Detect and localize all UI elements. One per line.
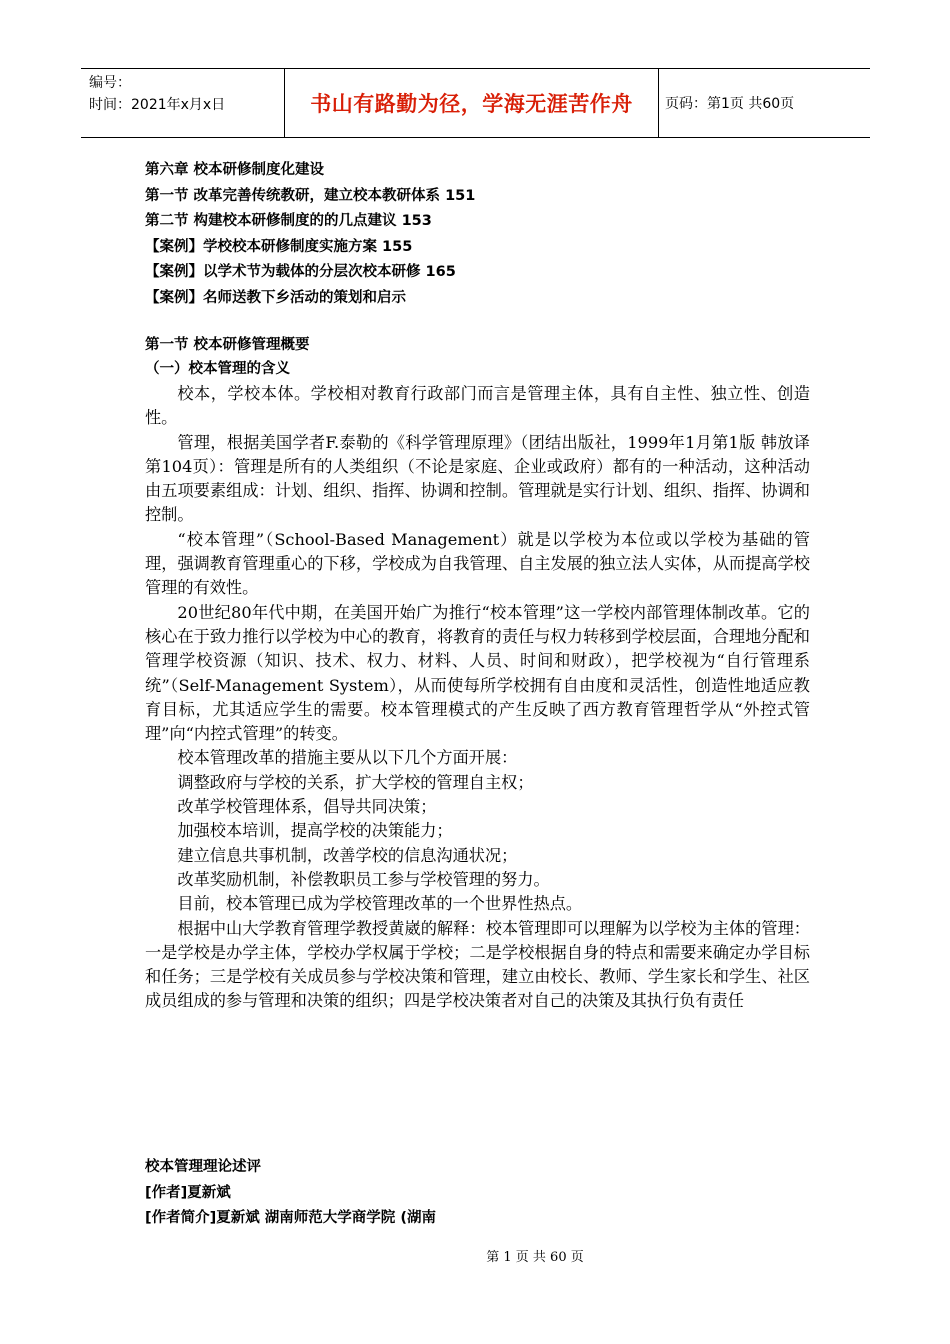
paragraph: 调整政府与学校的关系，扩大学校的管理自主权； xyxy=(177,772,534,792)
paragraph: 校本，学校本体。学校相对教育行政部门而言是管理主体，具有自主性、独立性、创造性。 xyxy=(145,384,810,428)
paragraph: 20世纪80年代中期，在美国开始广为推行“校本管理”这一学校内部管理体制改革。它的核心在于致力推行以学校为中心的教育，将教育的责任与权力转移到学校层面，合理地分配和管理学校资源（知识、技术、权力、材料、人员、时间和财政），把学校视为“自行管理系统”（Self-Management System），从而使每所学校拥有自由度和灵活性，创造性地适应教育目标，尤其适应学生的需要。校本管理模式的产生反映了西方教育管理哲学从“外控式管理”向“内控式管理”的转变。 xyxy=(145,602,810,744)
article-author: [作者]夏新斌 xyxy=(145,1184,231,1201)
paragraph: 目前，校本管理已成为学校管理改革的一个世界性热点。 xyxy=(177,894,583,914)
toc-line: 第一节 改革完善传统教研，建立校本教研体系 151 xyxy=(145,187,476,204)
header-motto: 书山有路勤为径，学海无涯苦作舟 xyxy=(310,92,633,116)
article-author-bio: [作者简介]夏新斌 湖南师范大学商学院 (湖南 xyxy=(145,1210,436,1226)
toc-line: 【案例】名师送教下乡活动的策划和启示 xyxy=(145,289,406,306)
toc-line: 【案例】学校校本研修制度实施方案 155 xyxy=(145,238,413,255)
header-meta xyxy=(89,72,284,116)
subsection-title: （一）校本管理的含义 xyxy=(145,361,290,377)
section-title: 第一节 校本研修管理概要 xyxy=(145,337,310,353)
time-label: 时间：2021年x月x日 xyxy=(89,97,226,113)
article-title: 校本管理理论述评 xyxy=(145,1159,261,1175)
toc-line: 【案例】以学术节为载体的分层次校本研修 165 xyxy=(145,264,456,280)
paragraph: 加强校本培训，提高学校的决策能力； xyxy=(177,821,453,841)
number-label: 编号： xyxy=(89,75,131,91)
page-header xyxy=(81,68,870,138)
paragraph: 建立信息共事机制，改善学校的信息沟通状况； xyxy=(177,845,518,865)
page-footer: 第 1 页 共 60 页 xyxy=(486,1250,584,1265)
paragraph: 改革奖励机制，补偿教职员工参与学校管理的努力。 xyxy=(177,869,550,889)
header-page-info: 页码：第1页 共60页 xyxy=(665,96,795,112)
paragraph: 校本管理改革的措施主要从以下几个方面开展： xyxy=(177,748,518,768)
header-divider xyxy=(658,69,659,137)
table-of-contents xyxy=(145,158,825,311)
paragraph: 根据中山大学教育管理学教授黄崴的解释：校本管理即可以理解为以学校为主体的管理：一是学校是办学主体，学校办学权属于学校；二是学校根据自身的特点和需要来确定办学目标和任务；三是学校有关成员参与学校决策和管理，建立由校长、教师、学生家长和学生、社区成员组成的参与管理和决策的组织；四是学校决策者对自己的决策及其执行负有责任 xyxy=(145,918,810,1011)
paragraph: 管理，根据美国学者F.泰勒的《科学管理原理》（团结出版社，1999年1月第1版 韩放译第104页）：管理是所有的人类组织（不论是家庭、企业或政府）都有的一种活动，这种活动由五项要素组成：计划、组织、指挥、协调和控制。管理就是实行计划、组织、指挥、协调和控制。 xyxy=(145,432,810,525)
toc-line: 第二节 构建校本研修制度的的几点建议 153 xyxy=(145,213,432,229)
paragraph: “校本管理”（School-Based Management）就是以学校为本位或以学校为基础的管理，强调教育管理重心的下移，学校成为自我管理、自主发展的独立法人实体，从而提高学校管理的有效性。 xyxy=(145,529,810,598)
body-text xyxy=(145,382,810,1014)
toc-line: 第六章 校本研修制度化建设 xyxy=(145,162,325,178)
article-info xyxy=(145,1155,436,1232)
paragraph: 改革学校管理体系，倡导共同决策； xyxy=(177,797,437,817)
